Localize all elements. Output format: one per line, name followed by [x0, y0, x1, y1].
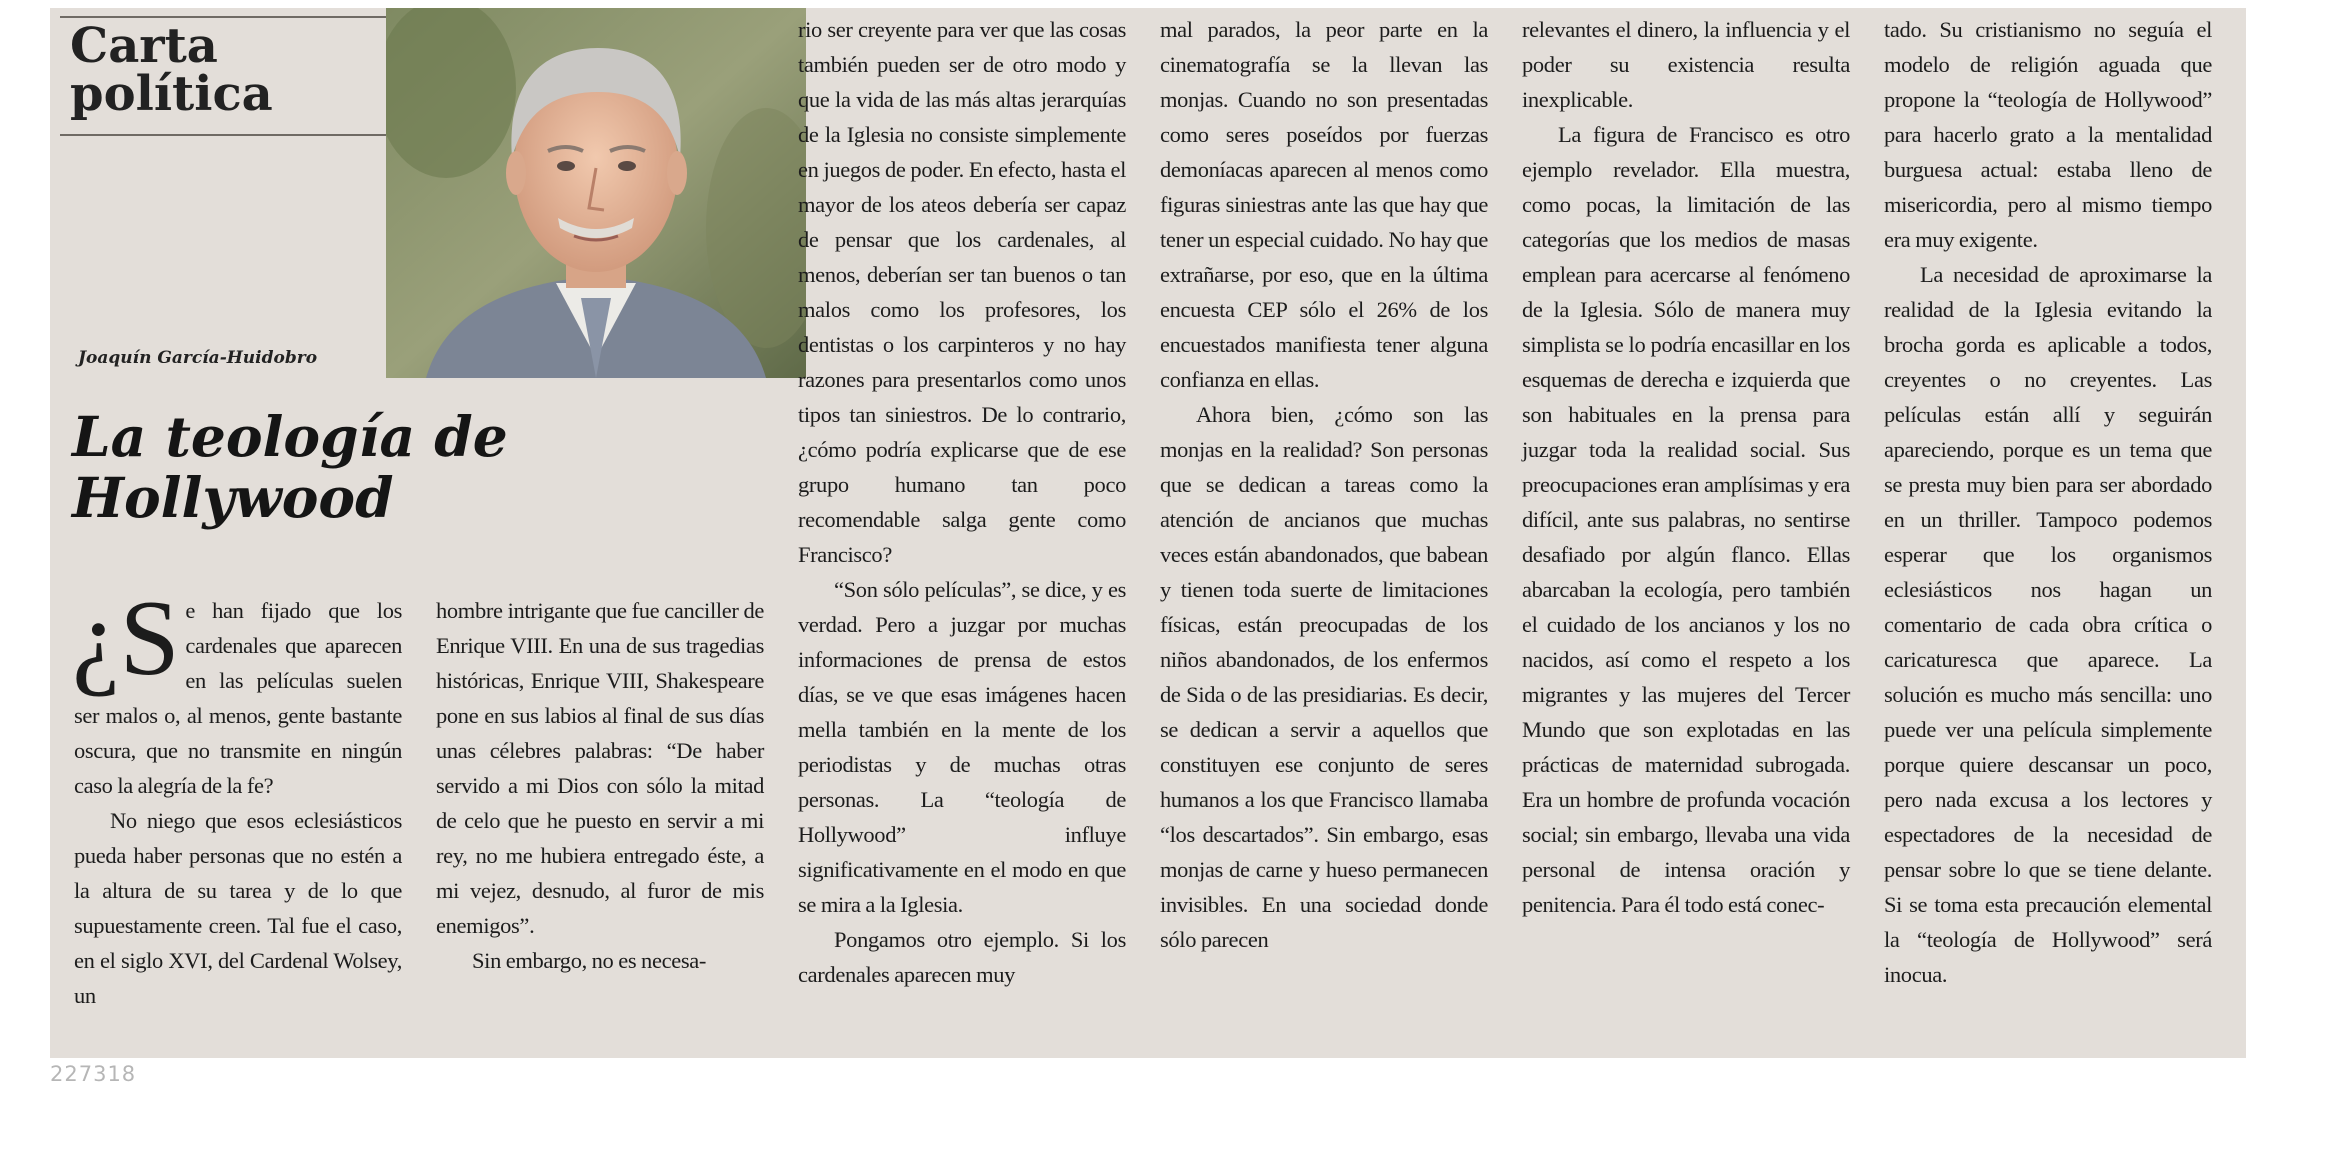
text-column-1: [72, 579, 402, 1013]
column-3-paragraph-2: “Son sólo películas”, se dice, y es verdad. Pero a juzgar por muchas informaciones de prensa de estos días, se ve que esas imágenes hacen mella también en la mente de los periodistas y de muchas otras personas. La “teología de Hollywood” influye significativamente en el modo en que se mira a la Iglesia.: [798, 577, 1126, 917]
column-2-paragraph-1: hombre intrigante que fue canciller de Enrique VIII. En una de sus tragedias históricas, Enrique VIII, Shakespeare pone en sus labios al final de sus días unas célebres palabras: “De haber servido a mi Dios con sólo la mitad de celo que he puesto en servir a mi rey, no me hubiera entregado éste, a mi vejez, desnudo, al furor de mis enemigos”.: [436, 598, 764, 938]
section-kicker-line1: Carta: [70, 18, 218, 74]
column-5-paragraph-2: La figura de Francisco es otro ejemplo revelador. Ella muestra, como pocas, la limitación de las categorías que los medios de masas emplean para acercarse al fenómeno de la Iglesia. Sólo de manera muy simplista se lo podría encasillar en los esquemas de derecha e izquierda que son habituales en la prensa para juzgar toda la realidad social. Sus preocupaciones eran amplísimas y era difícil, ante sus palabras, no sentirse desafiado por algún flanco. Ellas abarcaban la ecología, pero también el cuidado de los ancianos y los no nacidos, así como el respeto a los migrantes y las mujeres del Tercer Mundo que son explotadas en las prácticas de maternidad subrogada. Era un hombre de profunda vocación social; sin embargo, llevaba una vida personal de intensa oración y penitencia. Para él todo está conec-: [1522, 122, 1850, 917]
author-photo: [386, 8, 806, 378]
text-column-4: [1160, 12, 1488, 957]
column-1-paragraph-2: No niego que esos eclesiásticos pueda haber personas que no estén a la altura de su tarea y de lo que supuestamente creen. Tal fue el caso, en el siglo XVI, del Cardenal Wolsey, un: [74, 808, 402, 1008]
text-column-5: [1522, 12, 1850, 922]
headline-line1: La teología de: [72, 404, 508, 469]
column-3-paragraph-3: Pongamos otro ejemplo. Si los cardenales aparecen muy: [798, 927, 1126, 987]
section-kicker-line2: política: [70, 66, 273, 122]
newspaper-clipping: [50, 8, 2246, 1058]
column-2-paragraph-2: Sin embargo, no es necesa-: [472, 948, 707, 973]
column-3-paragraph-1: rio ser creyente para ver que las cosas también pueden ser de otro modo y que la vida de las más altas jerarquías de la Iglesia no consiste simplemente en juegos de poder. En efecto, hasta el mayor de los ateos debería ser capaz de pensar que los cardenales, al menos, deberían ser tan buenos o tan malos como los profesores, los dentistas o los carpinteros y no hay razones para presentarlos como unos tipos tan siniestros. De lo contrario, ¿cómo podría explicarse que de ese grupo humano tan poco recomendable salga gente como Francisco?: [798, 17, 1126, 567]
column-6-paragraph-1: tado. Su cristianismo no seguía el modelo de religión aguada que propone la “teología de Hollywood” para hacerlo grato a la mentalidad burguesa actual: estaba lleno de misericordia, pero al mismo tiempo era muy exigente.: [1884, 17, 2212, 252]
column-5-paragraph-1: relevantes el dinero, la influencia y el poder su existencia resulta inexplicable.: [1522, 17, 1850, 112]
headline-line2: Hollywood: [72, 465, 394, 530]
section-kicker: [70, 18, 400, 122]
drop-cap: ¿S: [72, 579, 180, 698]
author-byline: Joaquín García-Huidobro: [78, 348, 318, 368]
text-column-6: [1884, 12, 2212, 992]
text-column-3: [798, 12, 1126, 992]
clipping-code: 227318: [50, 1062, 137, 1086]
column-1-paragraph-1: e han fijado que los cardenales que aparecen en las películas suelen ser malos o, al menos, gente bastante oscura, que no transmite en ningún caso la alegría de la fe?: [74, 598, 402, 798]
article-headline: [72, 406, 762, 528]
column-4-paragraph-2: Ahora bien, ¿cómo son las monjas en la realidad? Son personas que se dedican a tareas como la atención de ancianos que muchas veces están abandonados, que babean y tienen toda suerte de limitaciones físicas, están preocupadas de los niños abandonados, de los enfermos de Sida o de las presidiarias. Es decir, se dedican a servir a aquellos que constituyen ese conjunto de seres humanos a los que Francisco llamaba “los descartados”. Sin embargo, esas monjas de carne y hueso permanecen invisibles. En una sociedad donde sólo parecen: [1160, 402, 1488, 952]
kicker-bottom-rule: [60, 134, 400, 136]
column-6-paragraph-2: La necesidad de aproximarse la realidad de la Iglesia evitando la brocha gorda es aplicable a todos, creyentes o no creyentes. Las películas están allí y seguirán apareciendo, porque es un tema que se presta muy bien para ser abordado en un thriller. Tampoco podemos esperar que los organismos eclesiásticos nos hagan un comentario de cada obra crítica o caricaturesca que aparece. La solución es mucho más sencilla: uno puede ver una película simplemente porque quiere descansar un poco, pero nada excusa a los lectores y espectadores de la necesidad de pensar sobre lo que se tiene delante. Si se toma esta precaución elemental la “teología de Hollywood” será inocua.: [1884, 262, 2212, 987]
column-4-paragraph-1: mal parados, la peor parte en la cinematografía se la llevan las monjas. Cuando no son presentadas como seres poseídos por fuerzas demoníacas aparecen al menos como figuras siniestras ante las que hay que tener un especial cuidado. No hay que extrañarse, por eso, que en la última encuesta CEP sólo el 26% de los encuestados manifiesta tener alguna confianza en ellas.: [1160, 17, 1488, 392]
text-column-2: [436, 593, 764, 978]
